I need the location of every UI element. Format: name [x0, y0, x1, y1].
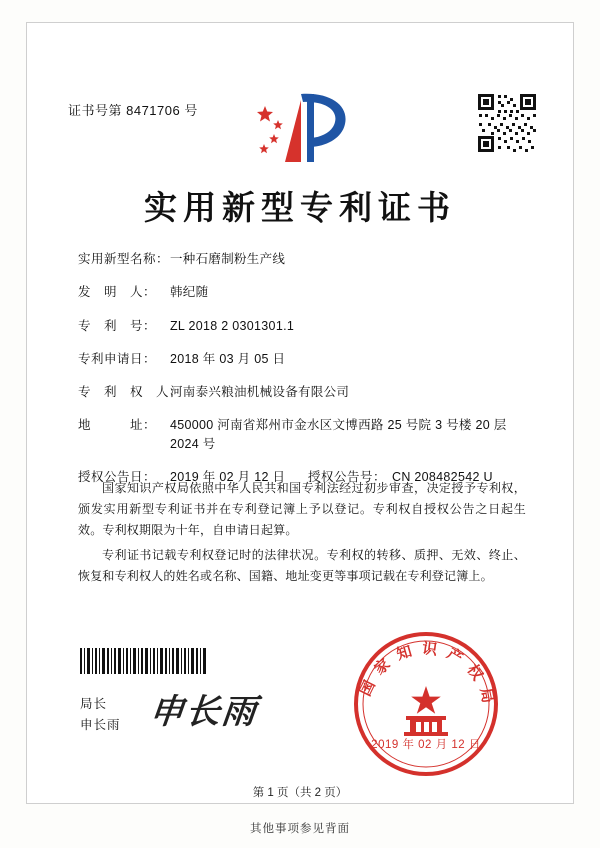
- field-label-patent-number: 专 利 号：: [78, 318, 157, 333]
- svg-text:国家知识产权局: 国家知识产权局: [357, 641, 498, 714]
- field-label-announcement-date: 授权公告日：: [78, 470, 157, 485]
- director-block: [80, 694, 121, 735]
- field-value-announcement-number: CN 208482542 U: [392, 470, 493, 485]
- field-row-filing-date: [78, 350, 524, 369]
- field-row-inventor: [78, 283, 524, 302]
- page-title: 实用新型专利证书: [144, 191, 456, 227]
- field-label-address: 地 址：: [78, 418, 157, 433]
- qr-code: [476, 92, 538, 154]
- legal-text: [78, 478, 526, 591]
- director-name-label: 申长雨: [80, 717, 121, 732]
- field-value-filing-date: 2018 年 03 月 05 日: [170, 351, 286, 366]
- field-label-inventor: 发 明 人：: [78, 285, 157, 300]
- director-signature-text: 申长雨: [147, 694, 260, 731]
- field-value-announcement-date: 2019 年 02 月 12 日: [170, 470, 286, 485]
- field-value-patent-number: ZL 2018 2 0301301.1: [170, 318, 295, 333]
- field-row-patent-number: [78, 317, 524, 336]
- seal-date: 2019 年 02 月 12 日: [371, 739, 481, 751]
- field-value-patentee: 河南泰兴粮油机械设备有限公司: [170, 385, 350, 399]
- director-title-label: 局长: [80, 697, 108, 711]
- field-row-name: [78, 250, 524, 269]
- barcode: [80, 648, 208, 674]
- official-seal: [350, 628, 502, 780]
- legal-paragraph-2: 专利证书记载专利权登记时的法律状况。专利权的转移、质押、无效、终止、恢复和专利权人的姓名或名称、国籍、地址变更等事项记载在专利登记簿上。: [78, 548, 526, 583]
- field-row-address: [78, 416, 524, 454]
- footnote: 其他事项参见背面: [250, 823, 350, 835]
- field-value-name: 一种石磨制粉生产线: [170, 252, 286, 266]
- page-indicator: 第 1 页（共 2 页）: [252, 787, 348, 799]
- field-value-address: 450000 河南省郑州市金水区文博西路 25 号院 3 号楼 20 层 2024 号: [170, 418, 507, 451]
- field-row-patentee: [78, 383, 524, 402]
- field-label-name: 实用新型名称：: [78, 252, 170, 266]
- field-label-filing-date: 专利申请日：: [78, 351, 157, 366]
- field-label-patentee: 专 利 权 人：: [78, 385, 183, 399]
- certificate-number: 证书号第 8471706 号: [68, 103, 198, 118]
- director-signature: [147, 684, 330, 740]
- field-label-announcement-number: 授权公告号：: [308, 470, 387, 485]
- field-value-inventor: 韩纪随: [170, 285, 209, 300]
- legal-paragraph-1: 国家知识产权局依照中华人民共和国专利法经过初步审查，决定授予专利权，颁发实用新型专利证书并在专利登记簿上予以登记。专利权自授权公告之日起生效。专利权期限为十年，自申请日起算。: [78, 481, 526, 537]
- patent-fields: [78, 250, 524, 502]
- sipo-logo-icon: [245, 88, 355, 168]
